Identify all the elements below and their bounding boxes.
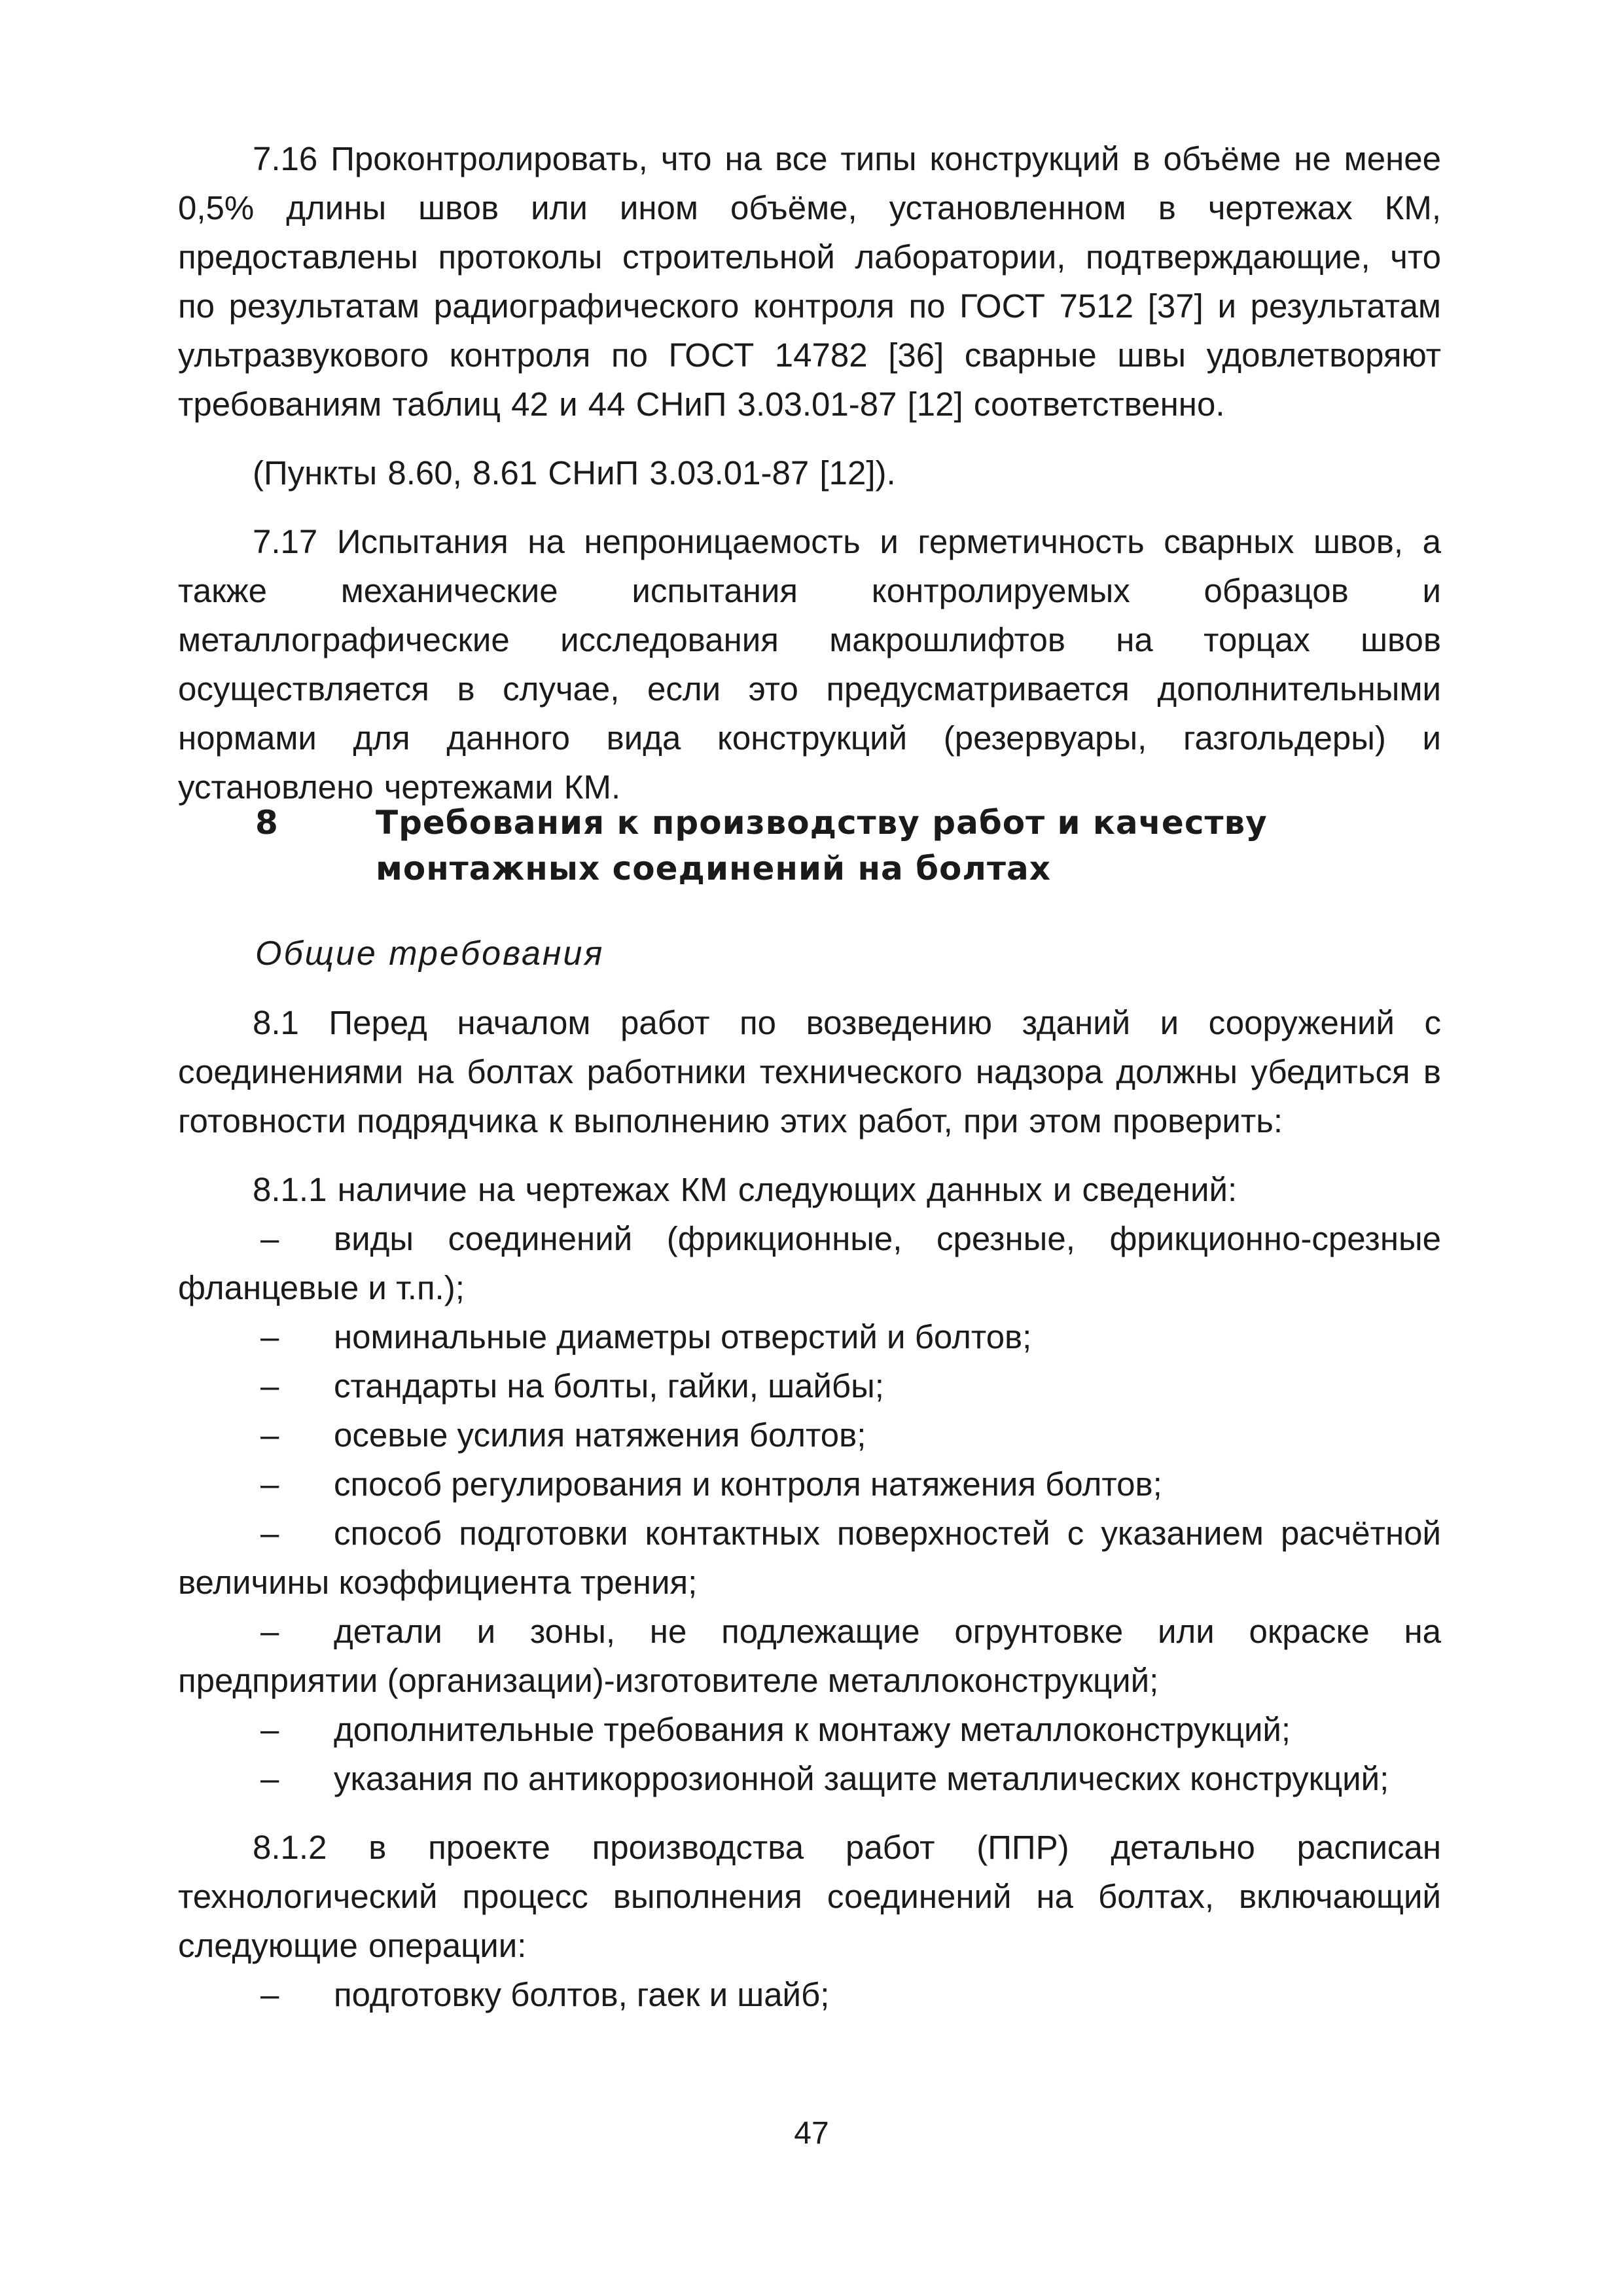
list-item bbox=[178, 1754, 1441, 1803]
list-item-text: способ регулирования и контроля натяжения болтов; bbox=[334, 1465, 1162, 1503]
page-number: 47 bbox=[794, 2116, 829, 2151]
list-item bbox=[178, 1607, 1441, 1705]
list-item-text: указания по антикоррозионной защите металлических конструкций; bbox=[334, 1760, 1389, 1797]
list-item-text: детали и зоны, не подлежащие огрунтовке или окраске на предприятии (организации)-изготовителе металлоконструкций; bbox=[178, 1613, 1441, 1699]
dash-bullet: – bbox=[260, 1613, 279, 1650]
dash-bullet: – bbox=[260, 1367, 279, 1405]
paragraph-8-1-1: 8.1.1 наличие на чертежах КМ следующих данных и сведений: bbox=[253, 1171, 1238, 1208]
text-block-8 bbox=[178, 929, 1441, 2019]
dash-bullet: – bbox=[260, 1760, 279, 1797]
list-item-text: номинальные диаметры отверстий и болтов; bbox=[334, 1318, 1032, 1355]
subheading-general-requirements: Общие требования bbox=[255, 935, 605, 973]
list-item-text: подготовку болтов, гаек и шайб; bbox=[334, 1976, 830, 2013]
paragraph-8-1: 8.1 Перед началом работ по возведению зданий и сооружений с соединениями на болтах работники технического надзора должны убедиться в готовности подрядчика к выполнению этих работ, при этом проверить: bbox=[178, 1004, 1441, 1139]
dash-bullet: – bbox=[260, 1515, 279, 1552]
dash-bullet: – bbox=[260, 1976, 279, 2013]
paragraph-8-1-2: 8.1.2 в проекте производства работ (ППР) детально расписан технологический процесс выполнения соединений на болтах, включающий следующие операции: bbox=[178, 1829, 1441, 1964]
section-title: Требования к производству работ и качеству монтажных соединений на болтах bbox=[376, 804, 1268, 888]
section-8-heading bbox=[178, 800, 1441, 891]
dash-bullet: – bbox=[260, 1711, 279, 1748]
list-item bbox=[178, 1460, 1441, 1509]
list-item bbox=[178, 1410, 1441, 1460]
paragraph-7-16: 7.16 Проконтролировать, что на все типы конструкций в объёме не менее 0,5% длины швов или ином объёме, установленном в чертежах КМ, предоставлены протоколы строительной лаборатории, подтверждающие, что по результатам радиографического контроля по ГОСТ 7512 [37] и результатам ультразвукового контроля по ГОСТ 14782 [36] сварные швы удовлетворяют требованиям таблиц 42 и 44 СНиП 3.03.01-87 [12] соответственно. bbox=[178, 140, 1441, 423]
list-item-text: дополнительные требования к монтажу металлоконструкций; bbox=[334, 1711, 1291, 1748]
dash-bullet: – bbox=[260, 1416, 279, 1454]
section-heading bbox=[178, 800, 1441, 891]
list-item bbox=[178, 1361, 1441, 1410]
list-item bbox=[178, 1509, 1441, 1607]
list-item-text: стандарты на болты, гайки, шайбы; bbox=[334, 1367, 884, 1405]
list-item bbox=[178, 1214, 1441, 1312]
paragraph-7-16-reference: (Пункты 8.60, 8.61 СНиП 3.03.01-87 [12]). bbox=[253, 454, 896, 492]
list-item bbox=[178, 1312, 1441, 1361]
dash-bullet: – bbox=[260, 1465, 279, 1503]
dash-bullet: – bbox=[260, 1220, 279, 1257]
list-item bbox=[178, 1970, 1441, 2019]
paragraph-7-17: 7.17 Испытания на непроницаемость и герметичность сварных швов, а также механические испытания контролируемых образцов и металлографические исследования макрошлифтов на торцах швов осуществляется в случае, если это предусматривается дополнительными нормами для данного вида конструкций (резервуары, газгольдеры) и установлено чертежами КМ. bbox=[178, 523, 1441, 806]
dash-bullet: – bbox=[260, 1318, 279, 1355]
list-item bbox=[178, 1705, 1441, 1754]
section-number: 8 bbox=[255, 804, 279, 842]
list-item-text: виды соединений (фрикционные, срезные, фрикционно-срезные фланцевые и т.п.); bbox=[178, 1220, 1441, 1306]
list-item-text: осевые усилия натяжения болтов; bbox=[334, 1416, 866, 1454]
text-block-7 bbox=[178, 134, 1441, 812]
list-item-text: способ подготовки контактных поверхностей с указанием расчётной величины коэффициента трения; bbox=[178, 1515, 1441, 1601]
